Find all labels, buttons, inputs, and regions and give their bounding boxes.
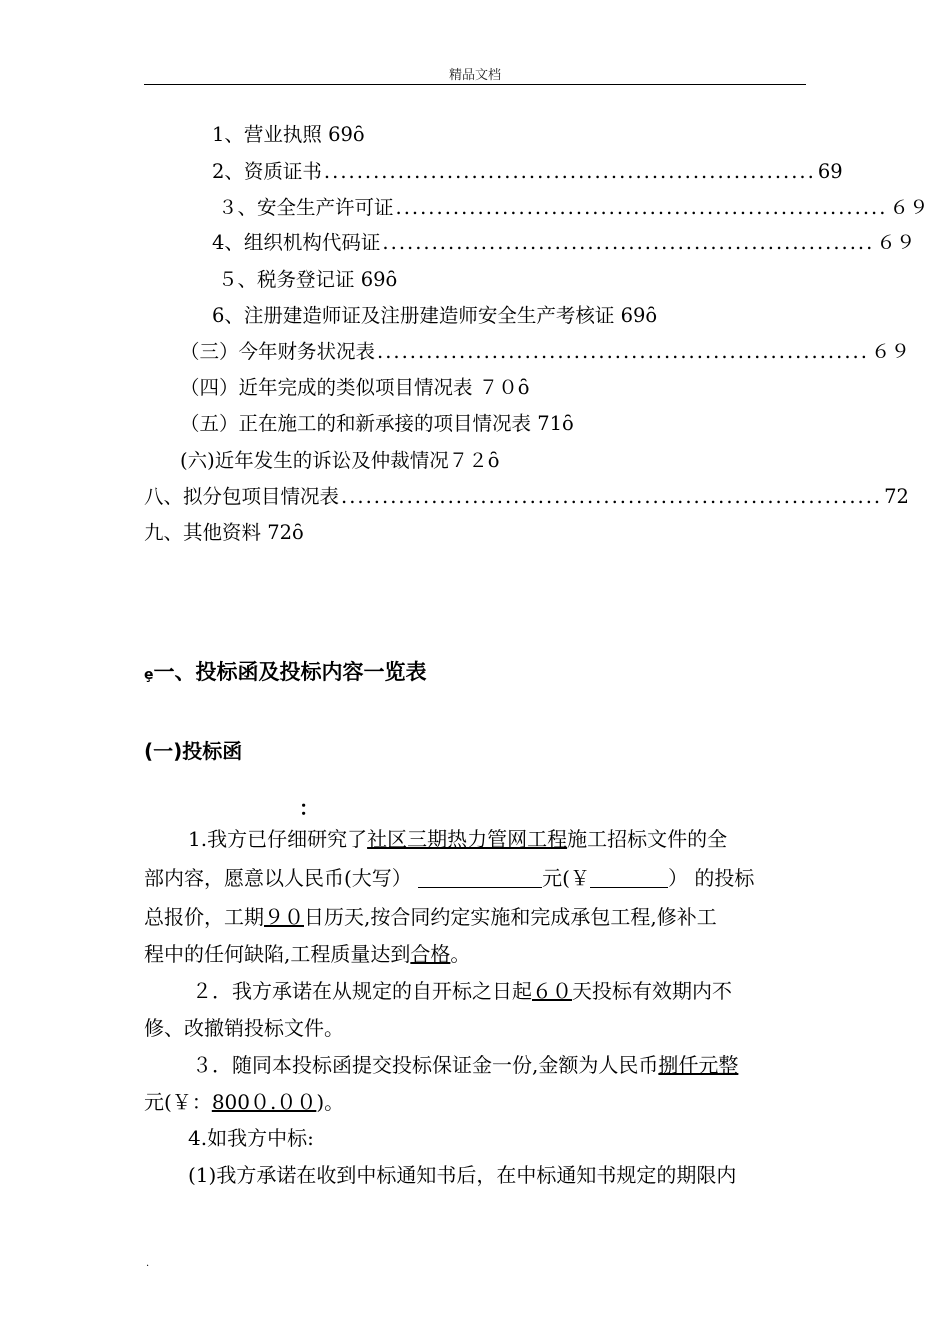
toc-item[interactable] [180,447,620,475]
toc-mark: ȏ [645,304,658,327]
body-text: 元(￥： [144,1090,212,1114]
toc-page: 72 [884,485,909,508]
toc-leader: .................................................................. [341,485,883,508]
section-title: 一、投标函及投标内容一览表 [153,660,427,684]
toc-item-text: 八、拟分包项目情况表 [144,485,340,508]
toc-mark: ȏ [385,268,398,291]
toc-item[interactable] [180,410,660,438]
body-text: 日历天,按合同约定实施和完成承包工程,修补工 [304,905,717,929]
paragraph-line [192,1047,738,1083]
quality-level: 合格 [410,942,451,966]
paragraph-line: (1)我方承诺在收到中标通知书后，在中标通知书规定的期限内 [188,1163,737,1187]
page-header: 精品文档 [448,68,501,83]
project-name: 社区三期热力管网工程 [367,827,568,851]
body-text: 。 [450,942,471,966]
toc-item-text: 九、其他资料 72 [144,521,293,544]
toc-item[interactable] [218,266,638,294]
toc-page: ６９ [889,196,929,219]
body-text: 天投标有效期内不 [572,979,732,1003]
footer-dot: . [146,1258,150,1269]
toc-leader: ............................................................ [323,160,816,183]
heading-mark: ȩ [144,667,154,683]
paragraph-line [192,973,732,1009]
paragraph-line [144,936,470,972]
body-text: 程中的任何缺陷,工程质量达到 [144,942,411,966]
toc-item-text: 1、营业执照 69 [212,123,353,146]
toc-item-text: 4、组织机构代码证 [212,231,381,254]
toc-mark: ȏ [562,412,574,435]
validity-days: ６０ [532,979,572,1003]
toc-item[interactable] [212,302,772,330]
toc-mark: ȏ [487,449,500,472]
body-text: 1.我方已仔细研究了 [188,827,368,851]
toc-item[interactable] [218,194,929,222]
paragraph-line [144,860,754,896]
body-text: )。 [316,1090,345,1114]
bond-amount-words: 捌仟元整 [658,1053,739,1077]
paragraph-line: 4.如我方中标: [188,1126,314,1150]
toc-item-text: 6、注册建造师证及注册建造师安全生产考核证 69 [212,304,646,327]
body-text: 总报价，工期 [144,905,264,929]
body-text: ２．我方承诺在从规定的自开标之日起 [192,979,532,1003]
section-heading [144,656,427,686]
header-rule [144,84,806,85]
paragraph-line [144,1084,344,1120]
paragraph-line [188,821,727,857]
paragraph-line: 修、改撤销投标文件。 [144,1016,344,1040]
toc-item-text: 2、资质证书 [212,160,322,183]
toc-item-text: （五）正在施工的和新承接的项目情况表 71 [180,412,563,435]
toc-leader: ............................................................ [377,340,869,363]
amount-words-blank[interactable] [418,865,542,888]
toc-item[interactable] [212,121,632,149]
toc-leader: ............................................................ [382,231,875,254]
body-text: ３．随同本投标函提交投标保证金一份,金额为人民币 [192,1053,659,1077]
toc-item-text: （四）近年完成的类似项目情况表 ７０ [180,376,518,399]
body-text: 施工招标文件的全 [567,827,728,851]
paragraph-line [144,899,717,935]
toc-mark: ȏ [292,521,304,544]
toc-item[interactable] [180,374,630,402]
subsection-title: (一)投标函 [144,739,243,763]
body-text: ） 的投标 [667,866,755,890]
toc-item-text: ３、安全生产许可证 [218,196,394,219]
toc-page: 69 [817,160,843,183]
bond-amount-figure: 800０.００ [211,1090,317,1114]
toc-item[interactable] [144,519,444,547]
toc-mark: ȏ [352,123,365,146]
toc-page: ６９ [870,340,910,363]
toc-page: ６９ [876,231,916,254]
colon-mark: ： [299,796,319,820]
body-text: 部内容，愿意以人民币(大写） [144,866,412,890]
body-text: 元(￥ [542,866,590,890]
toc-item[interactable] [144,483,909,511]
toc-mark: ȏ [517,376,530,399]
toc-item-text: （三）今年财务状况表 [180,340,376,363]
toc-item-text: (六)近年发生的诉讼及仲裁情况７２ [180,449,488,472]
duration-days: ９０ [264,905,304,929]
toc-item[interactable] [212,229,916,257]
toc-leader: ............................................................ [395,196,888,219]
toc-item[interactable] [212,158,843,186]
toc-item[interactable] [180,338,910,366]
toc-item-text: ５、税务登记证 69 [218,268,386,291]
amount-figure-blank[interactable] [590,865,668,888]
